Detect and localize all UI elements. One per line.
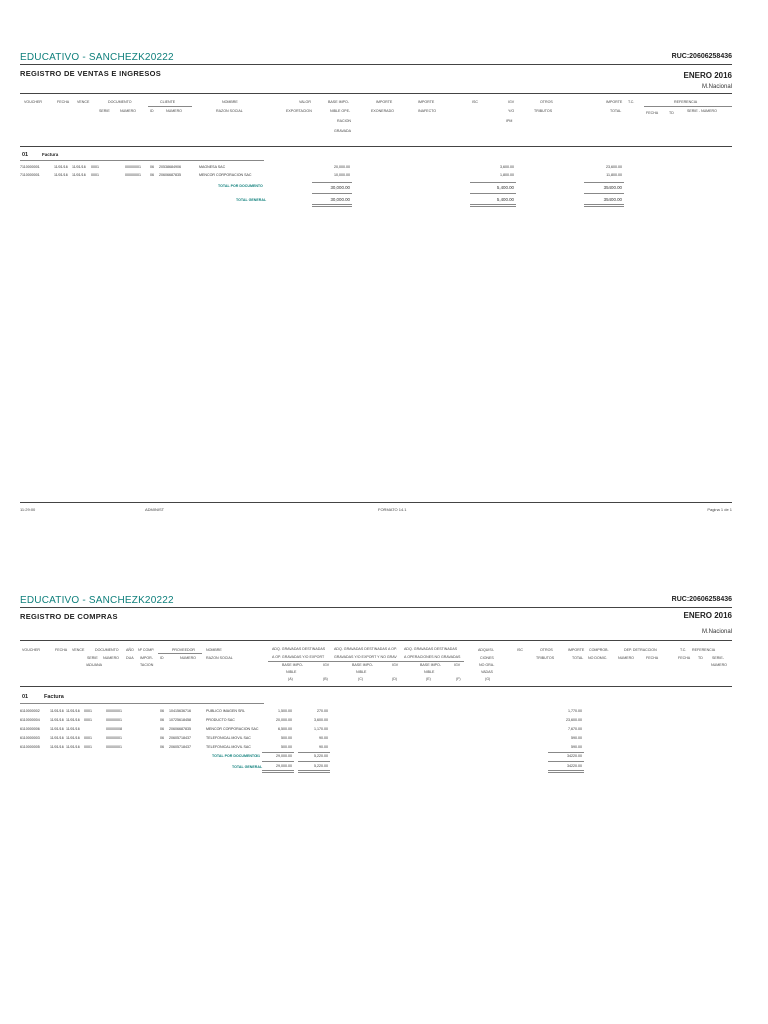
col-inafecto-2: INAFECTO	[418, 109, 437, 113]
col-importe-1: IMPORTE	[568, 648, 585, 652]
col-base-2: NIBLE OPE-	[330, 109, 351, 113]
col-nombre: NOMBRE	[206, 648, 222, 652]
col-voucher: VOUCHER	[24, 100, 42, 104]
row-vence: 11/01/16	[72, 165, 86, 169]
row-id: 06	[160, 745, 164, 749]
currency-label: M.Nacional	[701, 84, 732, 90]
currency-label: M.Nacional	[701, 629, 732, 635]
row-fecha: 11/01/16	[50, 718, 64, 722]
row-ruc: 20538684906	[159, 165, 181, 169]
row-serie: 0001	[84, 709, 92, 713]
row-total: 590.00	[571, 745, 582, 749]
row-id: 06	[160, 736, 164, 740]
section-rule	[20, 703, 264, 704]
row-vence: 11/01/16	[66, 745, 80, 749]
row-ruc: 20606687835	[159, 173, 181, 177]
col-exonerado-2: EXONERADO	[371, 109, 394, 113]
total-doc-igv: 5,220.00	[314, 754, 328, 758]
col-g2-base-1: BASE IMPO-	[352, 663, 373, 667]
total-gen-label: TOTAL GENERAL	[232, 765, 263, 769]
section-name: Factura	[42, 152, 59, 157]
total-doc-total: 35400.00	[603, 185, 622, 190]
row-igv: 90.00	[319, 745, 328, 749]
proveedor-group-rule	[158, 653, 202, 654]
col-base-1: BASE IMPO-	[328, 100, 349, 104]
total-gen-dbl-igv-1	[298, 770, 330, 771]
footer-format: FORMATO 14.1	[378, 507, 407, 512]
col-adq-g: (G)	[485, 677, 491, 681]
row-nombre: PUBLICO IMAGEN SRL	[206, 709, 245, 713]
col-group3-line1: ADQ. GRAVADAS DESTINADAS	[404, 647, 458, 651]
row-igv: 3,600.00	[500, 165, 514, 169]
row-voucher: 6110000002	[20, 709, 40, 713]
col-g2-igv: IGV	[392, 663, 399, 667]
col-otros-1: OTROS	[540, 648, 553, 652]
col-documento: DOCUMENTO	[95, 648, 119, 652]
col-adq-3: NO GRA-	[479, 663, 495, 667]
section-code: 01	[22, 694, 29, 700]
row-nombre: MAGNESA SAC	[199, 165, 226, 169]
col-g1-b: (B)	[323, 677, 328, 681]
col-documento: DOCUMENTO	[108, 100, 132, 104]
report-title: REGISTRO DE VENTAS E INGRESOS	[20, 69, 162, 78]
col-g3-e: (E)	[426, 677, 431, 681]
total-doc-base: 29,000.00	[276, 754, 292, 758]
row-voucher: 7110000001	[20, 173, 40, 177]
col-ref-numero: NUMERO	[711, 663, 727, 667]
total-gen-dbl-base-2	[262, 772, 294, 773]
col-adq-1: ADQUISI-	[478, 648, 494, 652]
total-gen-base: 29,000.00	[276, 764, 292, 768]
col-ref-td: TD	[669, 111, 674, 115]
col-g2-c: (C)	[358, 677, 363, 681]
col-base-3: RACION	[337, 119, 351, 123]
col-numero-proveedor: NUMERO	[180, 656, 196, 660]
total-gen-dbl-igv-2	[298, 772, 330, 773]
col-vence: VENCE	[77, 100, 90, 104]
row-total: 7,670.00	[568, 727, 582, 731]
col-voucher: VOUCHER	[22, 648, 40, 652]
col-referencia: REFERENCIA	[692, 648, 716, 652]
row-voucher: 6110000003	[20, 736, 40, 740]
row-voucher: 7110000001	[20, 165, 40, 169]
col-razon-social: RAZON SOCIAL	[216, 109, 243, 113]
row-voucher: 6110000006	[20, 727, 40, 731]
col-tc: T.C.	[680, 648, 687, 652]
total-gen-dbl-base-1	[262, 770, 294, 771]
row-total: 23,600.00	[566, 718, 582, 722]
row-igv: 270.00	[317, 709, 328, 713]
col-group3-line2: A OPERACIONES NO GRAVADAS	[404, 655, 461, 659]
row-numero: 00000001	[125, 165, 141, 169]
row-ruc: 20605718437	[169, 736, 191, 740]
total-gen-rule-total	[548, 761, 584, 762]
report-period: ENERO 2016	[683, 71, 732, 80]
company-name: EDUCATIVO - SANCHEZK20222	[20, 52, 174, 63]
col-ref-serie-numero: SERIE - NUMERO	[687, 109, 717, 113]
total-gen-total: 34220.00	[567, 764, 582, 768]
col-det-fecha: FECHA	[646, 656, 659, 660]
total-gen-dbl-total-2	[548, 772, 584, 773]
header-bottom-rule	[20, 686, 732, 687]
row-nombre: PRODUCTO SAC	[206, 718, 235, 722]
col-ref-serie: SERIE-	[712, 656, 724, 660]
col-cliente: CLIENTE	[160, 100, 176, 104]
row-fecha: 11/01/16	[50, 745, 64, 749]
total-doc-rule-base	[262, 752, 294, 753]
col-isc: ISC	[517, 648, 523, 652]
row-vence: 11/01/16	[72, 173, 86, 177]
col-g3-base-2: NIBLE	[424, 670, 435, 674]
row-ruc: 10725618458	[169, 718, 191, 722]
row-igv: 90.00	[319, 736, 328, 740]
col-ano: AÑO	[126, 648, 134, 652]
total-doc-igv: 5,400.00	[496, 185, 514, 190]
col-exportacion: EXPORTACION	[286, 109, 312, 113]
row-igv: 3,600.00	[314, 718, 328, 722]
row-numero: 00000001	[106, 709, 122, 713]
row-voucher: 6110000005	[20, 745, 40, 749]
ruc-number: RUC:20606258436	[671, 596, 732, 603]
row-fecha: 11/01/16	[50, 736, 64, 740]
col-isc: ISC	[472, 100, 478, 104]
row-base: 20,000.00	[334, 165, 350, 169]
report-title: REGISTRO DE COMPRAS	[20, 612, 118, 621]
ruc-number: RUC:20606258436	[671, 53, 732, 60]
col-numero: NUMERO	[120, 109, 136, 113]
footer-page: Pagina 1 de 1	[707, 507, 732, 512]
col-ncomp-3: TACION	[140, 663, 154, 667]
total-doc-base: 30,000.00	[330, 185, 350, 190]
section-code: 01	[22, 152, 29, 158]
row-igv: 1,170.00	[314, 727, 328, 731]
col-comprob-2: NO DOMIC.	[588, 656, 608, 660]
col-igv-2: Y/O	[508, 109, 515, 113]
row-nombre: TELEFONICAL MOVIL SAC	[206, 745, 251, 749]
col-referencia: REFERENCIA	[674, 100, 698, 104]
row-vence: 11/01/16	[66, 718, 80, 722]
col-fecha: FECHA	[57, 100, 70, 104]
row-base: 500.00	[281, 736, 292, 740]
col-valor: VALOR	[299, 100, 311, 104]
col-serie: SERIE	[99, 109, 110, 113]
row-base: 10,000.00	[334, 173, 350, 177]
row-fecha: 11/01/16	[50, 709, 64, 713]
row-total: 1,770.00	[568, 709, 582, 713]
total-gen-total: 35400.00	[603, 197, 622, 202]
row-base: 500.00	[281, 745, 292, 749]
col-g2-d: (D)	[392, 677, 397, 681]
col-g1-a: (A)	[288, 677, 293, 681]
col-id: ID	[160, 656, 164, 660]
col-vence: VENCE	[72, 648, 85, 652]
row-id: 06	[150, 165, 154, 169]
col-group2-line2: GRAVADAS Y/O EXPORT Y NO GRAV	[334, 655, 397, 659]
col-proveedor: PROVEEDOR	[172, 648, 195, 652]
col-inafecto-1: IMPORTE	[418, 100, 435, 104]
col-ncomp-1: Nº COMP.	[138, 648, 155, 652]
row-voucher: 6110000004	[20, 718, 40, 722]
col-group1-line1: ADQ. GRAVADAS DESTINADAS	[272, 647, 326, 651]
col-g3-f: (F)	[456, 677, 461, 681]
total-doc-rule-igv	[298, 752, 330, 753]
col-g3-base-1: BASE IMPO-	[420, 663, 441, 667]
total-gen-dbl-total-1	[548, 770, 584, 771]
col-igv-3: IPM	[506, 119, 513, 123]
row-serie: 0001	[84, 718, 92, 722]
col-ncomp-2: IMPOR-	[140, 656, 153, 660]
row-serie: 0001	[91, 173, 99, 177]
row-igv: 1,800.00	[500, 173, 514, 177]
footer-time: 11:29:00	[20, 507, 36, 512]
total-doc-label: TOTAL POR DOCUMENTO	[218, 184, 263, 188]
header-top-rule	[20, 640, 732, 641]
col-otros-2: TRIBUTOS	[536, 656, 555, 660]
col-ref-fecha: FECHA	[678, 656, 691, 660]
row-numero: 00000001	[106, 718, 122, 722]
col-g3-igv: IGV	[454, 663, 461, 667]
title-rule	[20, 607, 732, 608]
section-name: Factura	[44, 694, 64, 700]
total-gen-rule-igv	[298, 761, 330, 762]
col-dua: DUA	[126, 656, 134, 660]
row-serie: 0001	[84, 736, 92, 740]
col-numero-cliente: NUMERO	[166, 109, 182, 113]
col-adq-4: VADAS	[481, 670, 493, 674]
col-importe-1: IMPORTE	[606, 100, 623, 104]
total-gen-label: TOTAL GENERAL	[236, 198, 267, 202]
row-id: 06	[160, 727, 164, 731]
col-fecha: FECHA	[55, 648, 68, 652]
row-id: 06	[160, 718, 164, 722]
col-det-numero: NUMERO	[618, 656, 634, 660]
row-vence: 11/01/16	[66, 709, 80, 713]
col-serie: SERIE	[87, 656, 98, 660]
row-ruc: 20605718437	[169, 745, 191, 749]
row-fecha: 11/01/16	[50, 727, 64, 731]
row-fecha: 11/01/16	[54, 165, 68, 169]
col-igv-1: IGV	[508, 100, 515, 104]
col-group2-line1: ADQ. GRAVADAS DESTINADAS A OP.	[334, 647, 397, 651]
col-tc: T.C.	[628, 100, 635, 104]
row-base: 20,000.00	[276, 718, 292, 722]
col-numero: NUMERO	[103, 656, 119, 660]
col-otros-2: TRIBUTOS	[534, 109, 553, 113]
col-importe-2: TOTAL	[610, 109, 622, 113]
row-id: 06	[160, 709, 164, 713]
total-doc-label: TOTAL POR DOCUMENTO	[212, 754, 257, 758]
col-razon-social: RAZON SOCIAL	[206, 656, 233, 660]
row-base: 6,500.00	[278, 727, 292, 731]
col-id: ID	[150, 109, 154, 113]
col-ref-fecha: FECHA	[646, 111, 659, 115]
col-aduana: /ADUANA	[86, 663, 102, 667]
col-base-4: GRAVADA	[334, 129, 352, 133]
col-g1-base-2: NIBLE	[286, 670, 297, 674]
col-g2-base-2: NIBLE	[356, 670, 367, 674]
row-total: 590.00	[571, 736, 582, 740]
row-fecha: 11/01/16	[54, 173, 68, 177]
row-ruc: 20606687835	[169, 727, 191, 731]
total-doc-code: 01	[256, 754, 260, 758]
col-g1-igv: IGV	[323, 663, 330, 667]
col-ref-td: TD	[698, 656, 703, 660]
groups-rule	[268, 661, 464, 662]
row-vence: 11/01/16	[66, 727, 80, 731]
col-detraccion: DEP. DETRACCION	[624, 648, 657, 652]
col-group1-line2: A OP. GRAVADAS Y/O EXPORT	[272, 655, 325, 659]
company-name: EDUCATIVO - SANCHEZK20222	[20, 595, 174, 606]
row-numero: 00000008	[106, 727, 122, 731]
row-id: 06	[150, 173, 154, 177]
col-exonerado-1: IMPORTE	[376, 100, 393, 104]
row-nombre: MENCOR CORPORACION SAC	[199, 173, 252, 177]
row-numero: 00000001	[125, 173, 141, 177]
col-importe-2: TOTAL	[572, 656, 584, 660]
total-doc-rule-total	[548, 752, 584, 753]
total-gen-base: 30,000.00	[330, 197, 350, 202]
row-numero: 00000001	[106, 736, 122, 740]
row-numero: 00000001	[106, 745, 122, 749]
row-serie: 0001	[84, 745, 92, 749]
row-base: 1,500.00	[278, 709, 292, 713]
total-gen-igv: 5,400.00	[496, 197, 514, 202]
total-doc-total: 34220.00	[567, 754, 582, 758]
col-adq-2: CIONES	[480, 656, 494, 660]
row-vence: 11/01/16	[66, 736, 80, 740]
row-ruc: 10415636716	[169, 709, 191, 713]
col-nombre: NOMBRE	[222, 100, 238, 104]
report-period: ENERO 2016	[683, 611, 732, 620]
row-total: 11,800.00	[606, 173, 622, 177]
row-total: 23,600.00	[606, 165, 622, 169]
col-comprob-1: COMPROB.	[589, 648, 609, 652]
row-nombre: MENCOR CORPORACION SAC	[206, 727, 259, 731]
row-nombre: TELEFONICAL MOVIL SAC	[206, 736, 251, 740]
total-gen-rule-base	[262, 761, 294, 762]
footer-user: ADMINIST	[145, 507, 165, 512]
total-gen-igv: 5,220.00	[314, 764, 328, 768]
col-g1-base-1: BASE IMPO-	[282, 663, 303, 667]
col-otros-1: OTROS	[540, 100, 553, 104]
row-serie: 0001	[91, 165, 99, 169]
